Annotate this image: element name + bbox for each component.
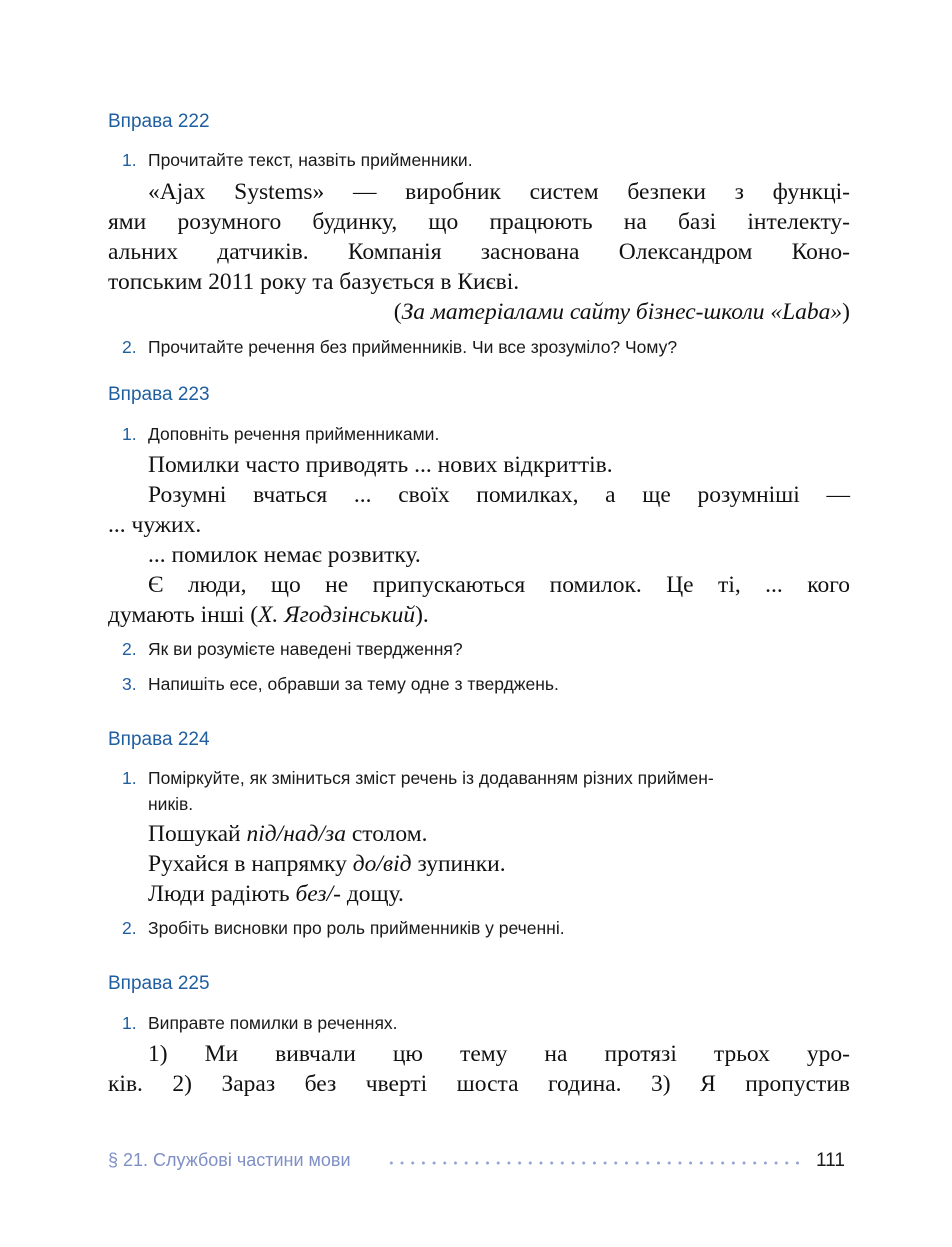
text-line: ями розумного будинку, що працюють на базі інтелекту- bbox=[108, 209, 850, 235]
task-number: 2. bbox=[122, 337, 137, 357]
task-text: Прочитайте текст, назвіть прийменники. bbox=[148, 150, 473, 170]
task-number: 1. bbox=[122, 150, 137, 170]
task-text: Зробіть висновки про роль прийменників у реченні. bbox=[148, 918, 565, 938]
footer-section-title: § 21. Службові частини мови bbox=[108, 1150, 351, 1170]
exercise-223-task-1 bbox=[122, 421, 439, 447]
text-line: «Ajax Systems» — виробник систем безпеки з функці- bbox=[148, 179, 850, 205]
task-number: 1. bbox=[122, 424, 137, 444]
text-line: 1) Ми вивчали цю тему на протязі трьох уро- bbox=[148, 1041, 850, 1067]
task-text: Прочитайте речення без прийменників. Чи все зрозуміло? Чому? bbox=[148, 337, 678, 357]
text-line: Розумні вчаться ... своїх помилках, а ще розумніші — bbox=[148, 482, 850, 508]
exercise-223-task-2 bbox=[122, 636, 463, 662]
example-sentence: Люди радіють без/- дощу. bbox=[148, 881, 404, 907]
task-number: 1. bbox=[122, 768, 137, 788]
exercise-224-task-2 bbox=[122, 915, 565, 941]
task-text-continuation: ників. bbox=[148, 794, 194, 814]
exercise-224-heading: Вправа 224 bbox=[108, 729, 210, 750]
task-text: Як ви розумієте наведені твердження? bbox=[148, 639, 463, 659]
exercise-224-task-1 bbox=[122, 765, 714, 791]
task-number: 3. bbox=[122, 674, 137, 694]
task-number: 2. bbox=[122, 639, 137, 659]
task-text: Доповніть речення прийменниками. bbox=[148, 424, 440, 444]
text-line: думають інші (Х. Ягодзінський). bbox=[108, 602, 429, 628]
exercise-223-heading: Вправа 223 bbox=[108, 384, 210, 405]
text-line: ків. 2) Зараз без чверті шоста година. 3) Я пропустив bbox=[108, 1071, 850, 1097]
exercise-225-heading: Вправа 225 bbox=[108, 973, 210, 994]
text-line: Є люди, що не припускаються помилок. Це ті, ... кого bbox=[148, 572, 850, 598]
text-line: Помилки часто приводять ... нових відкриттів. bbox=[148, 452, 613, 478]
text-line: топським 2011 року та базується в Києві. bbox=[108, 269, 520, 295]
source-citation: (За матеріалами сайту бізнес-школи «Laba») bbox=[393, 299, 850, 325]
text-line: альних датчиків. Компанія заснована Олександром Коно- bbox=[108, 239, 850, 265]
exercise-225-task-1 bbox=[122, 1010, 398, 1036]
task-number: 2. bbox=[122, 918, 137, 938]
exercise-223-task-3 bbox=[122, 671, 559, 697]
exercise-222-task-1 bbox=[122, 147, 473, 173]
page-number: 111 bbox=[816, 1150, 845, 1171]
footer-dotted-leader bbox=[386, 1161, 802, 1165]
text-line: ... помилок немає розвитку. bbox=[148, 542, 421, 568]
task-text: Поміркуйте, як зміниться зміст речень із додаванням різних приймен- bbox=[148, 768, 714, 788]
exercise-222-task-2 bbox=[122, 334, 677, 360]
task-number: 1. bbox=[122, 1013, 137, 1033]
text-line: ... чужих. bbox=[108, 512, 202, 538]
example-sentence: Пошукай під/над/за столом. bbox=[148, 821, 428, 847]
task-text: Виправте помилки в реченнях. bbox=[148, 1013, 398, 1033]
example-sentence: Рухайся в напрямку до/від зупинки. bbox=[148, 851, 506, 877]
task-text: Напишіть есе, обравши за тему одне з тверджень. bbox=[148, 674, 559, 694]
exercise-222-heading: Вправа 222 bbox=[108, 111, 210, 132]
